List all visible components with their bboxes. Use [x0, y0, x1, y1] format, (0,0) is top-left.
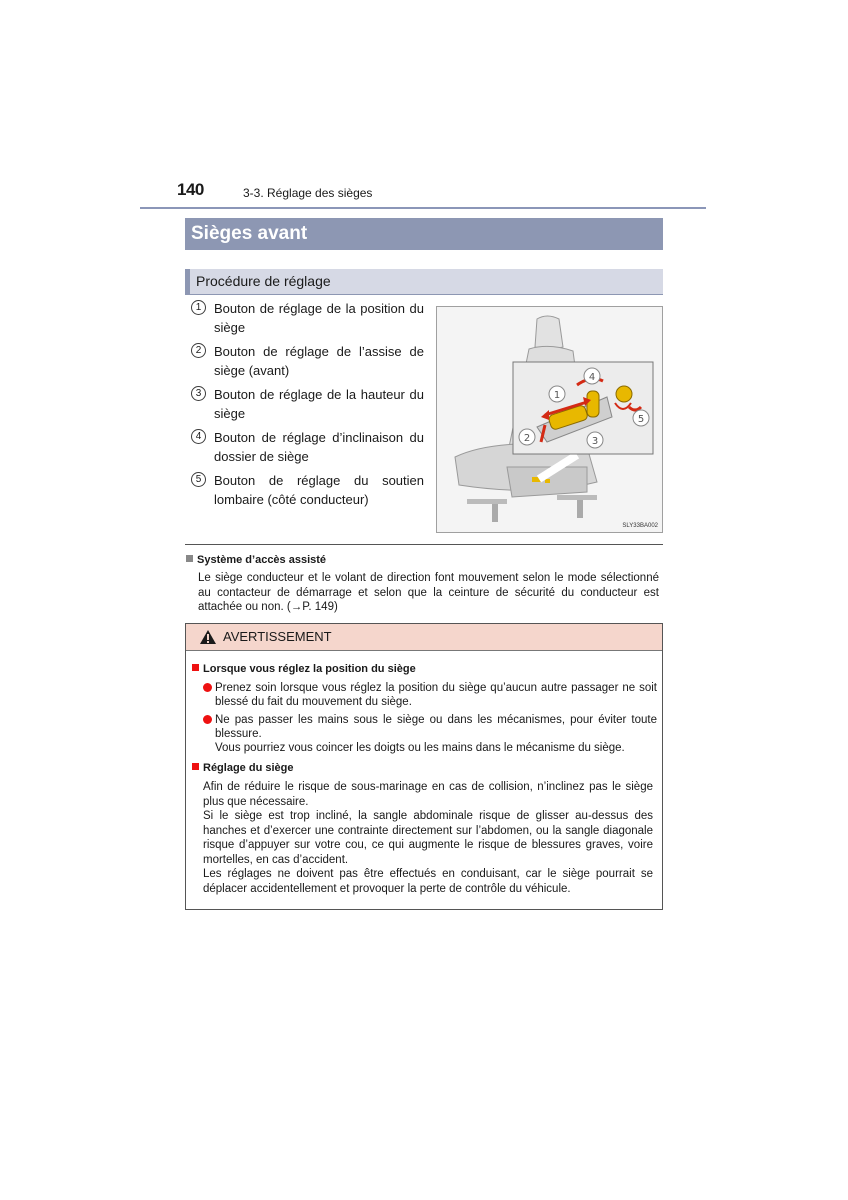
warning-header — [186, 624, 662, 651]
warning-paragraph: Afin de réduire le risque de sous-marinage en cas de collision, n’inclinez pas le siège plus que nécessaire. — [203, 781, 653, 808]
bullet-extra-text: Vous pourriez vous coincer les doigts ou les mains dans le mécanisme du siège. — [215, 742, 625, 754]
list-item-text: Bouton de réglage de la hauteur du siège — [214, 387, 424, 421]
section-title: Sièges avant — [191, 223, 308, 244]
warning-subheading — [192, 762, 293, 774]
warning-title: AVERTISSEMENT — [223, 629, 332, 644]
square-bullet-icon — [186, 555, 193, 562]
number-circle-icon: 3 — [191, 386, 206, 401]
warning-triangle-icon — [199, 629, 217, 645]
square-bullet-icon — [192, 664, 199, 671]
bullet-text: Prenez soin lorsque vous réglez la position du siège qu’aucun autre passager ne soit blessé du fait du mouvement du siège. — [215, 682, 657, 708]
figure-code: SLY33BA002 — [622, 523, 658, 529]
warning-subheading-text: Lorsque vous réglez la position du siège — [203, 663, 416, 675]
callout-1: 1 — [553, 390, 561, 401]
page-number: 140 — [177, 180, 204, 199]
access-heading — [186, 554, 326, 566]
list-item — [191, 385, 424, 425]
subsection-title-bar — [185, 269, 663, 294]
number-circle-icon: 4 — [191, 429, 206, 444]
callout-3: 3 — [591, 436, 599, 447]
warning-subheading-text: Réglage du siège — [203, 762, 294, 774]
subsection-divider — [185, 294, 663, 295]
list-item-text: Bouton de réglage du soutien lombaire (côté conducteur) — [214, 473, 424, 507]
number-circle-icon: 1 — [191, 300, 206, 315]
warning-paragraph: Les réglages ne doivent pas être effectués en conduisant, car le siège pourrait se déplacer accidentellement et provoquer la perte de contrôle du véhicule. — [203, 868, 653, 895]
bullet-text: Ne pas passer les mains sous le siège ou dans les mécanismes, pour éviter toute blessure. — [215, 714, 657, 740]
list-item-text: Bouton de réglage de l’assise de siège (avant) — [214, 344, 424, 378]
list-item-text: Bouton de réglage d’inclinaison du dossier de siège — [214, 430, 424, 464]
callout-4: 4 — [588, 372, 596, 383]
list-item — [191, 471, 424, 511]
number-circle-icon: 2 — [191, 343, 206, 358]
list-item — [191, 342, 424, 382]
subsection-title: Procédure de réglage — [196, 273, 331, 289]
warning-paragraph: Si le siège est trop incliné, la sangle abdominale risque de glisser au-dessus des hanches et d’exercer une contrainte directement sur l’abdomen, ou la sangle diagonale risque d’appuyer sur votre cou, ce qui augmente le risque de blessures graves, voire mortelles, en cas d’accident. — [203, 810, 653, 866]
list-item-text: Bouton de réglage de la position du siège — [214, 301, 424, 335]
seat-illustration — [436, 306, 663, 533]
square-bullet-icon — [192, 763, 199, 770]
chapter-title: 3-3. Réglage des sièges — [243, 186, 373, 200]
red-bullet-icon — [203, 715, 212, 724]
content-divider — [185, 544, 663, 545]
seat-diagram-icon — [437, 307, 662, 532]
list-item — [191, 299, 424, 339]
number-circle-icon: 5 — [191, 472, 206, 487]
warning-box — [185, 623, 663, 910]
header-divider — [140, 207, 706, 209]
section-title-bar — [185, 218, 663, 250]
red-bullet-icon — [203, 683, 212, 692]
warning-subheading — [192, 663, 416, 675]
list-item — [203, 713, 657, 755]
list-item — [203, 681, 657, 709]
list-item — [191, 428, 424, 468]
callout-2: 2 — [523, 433, 531, 444]
access-paragraph: Le siège conducteur et le volant de direction font mouvement selon le mode sélectionné au contacteur de démarrage et selon que la ceinture de sécurité du conducteur est attachée ou non. (→P. 149) — [198, 572, 659, 613]
access-heading-text: Système d’accès assisté — [197, 554, 327, 566]
callout-5: 5 — [637, 414, 645, 425]
